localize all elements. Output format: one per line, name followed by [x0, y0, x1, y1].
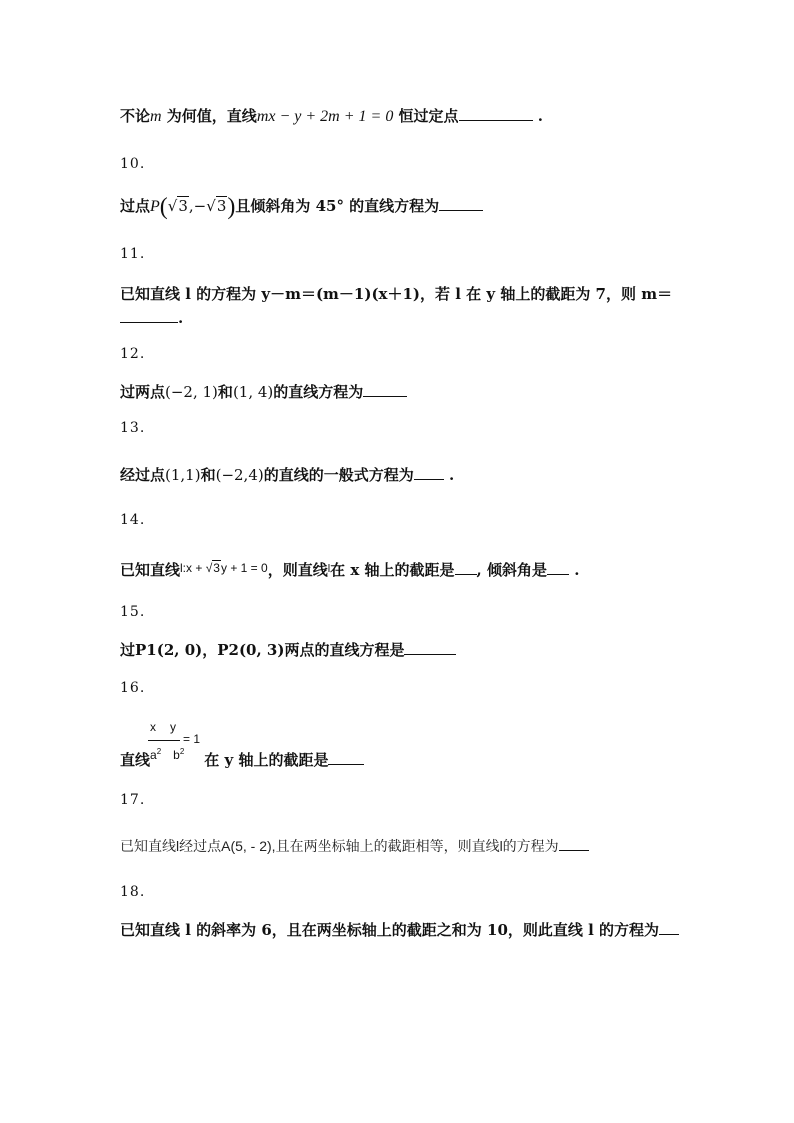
question-number-11: 11. — [120, 246, 146, 262]
question-12 — [120, 382, 407, 402]
question-14 — [120, 558, 579, 580]
q11-answer-blank — [120, 308, 178, 323]
q9-end: . — [532, 107, 543, 125]
q10-text-post: 且倾斜角为 45° 的直线方程为 — [235, 197, 440, 215]
q15-answer-blank — [404, 640, 456, 655]
q16-denom-b — [173, 748, 184, 762]
q16-frac-b: b — [173, 748, 180, 762]
q13-point-2: (−2,4) — [215, 466, 264, 484]
q14-text-mid: ，则直线 — [267, 561, 328, 579]
q18-text: 已知直线 l 的斜率为 6，且在两坐标轴上的截距之和为 10，则此直线 l 的方程为 — [120, 921, 660, 939]
question-9 — [120, 106, 543, 127]
question-number-14: 14. — [120, 512, 146, 528]
q16-sup-a: 2 — [156, 747, 162, 756]
q16-frac-bar — [148, 740, 180, 741]
q14-eq-b: y + 1 = 0 — [220, 561, 268, 575]
question-18 — [120, 920, 679, 940]
q13-text-pre: 经过点 — [120, 466, 166, 484]
q13-end: . — [443, 466, 455, 484]
q18-answer-blank — [659, 920, 679, 935]
q16-denom-a — [150, 748, 161, 762]
q16-sup-b: 2 — [179, 747, 185, 756]
q13-answer-blank — [414, 465, 444, 480]
question-13 — [120, 465, 454, 485]
q10-text-pre: 过点 — [120, 197, 151, 215]
question-16 — [120, 748, 364, 771]
q16-frac-y: y — [170, 720, 176, 734]
q16-text-pre: 直线 — [120, 751, 151, 769]
q16-text-post: 在 y 轴上的截距是 — [204, 751, 329, 769]
question-11 — [120, 284, 672, 304]
question-10 — [120, 194, 483, 220]
question-number-18: 18. — [120, 884, 146, 900]
question-number-17: 17. — [120, 792, 146, 808]
q17-answer-blank — [559, 837, 589, 851]
question-11-line2 — [120, 308, 183, 328]
q16-frac-a: a — [150, 748, 157, 762]
q9-equation: mx − y + 2m + 1 = 0 — [256, 108, 394, 125]
question-17 — [120, 836, 589, 856]
q13-point-1: (1,1) — [165, 466, 201, 484]
question-number-15: 15. — [120, 604, 146, 620]
q14-line-l: l — [327, 563, 331, 575]
q12-point-1: (−2, 1) — [165, 383, 218, 401]
q10-coord-b: 3 — [216, 197, 227, 215]
q9-var: m — [150, 108, 162, 125]
q15-text: 过P1(2, 0)，P2(0, 3)两点的直线方程是 — [120, 641, 405, 659]
q9-answer-blank — [459, 106, 533, 121]
q13-text-post: 的直线的一般式方程为 — [263, 466, 414, 484]
question-number-12: 12. — [120, 346, 146, 362]
q10-coord-sep: ,− — [188, 197, 207, 215]
q10-point: P — [150, 198, 160, 215]
q10-right-paren: ) — [227, 194, 236, 220]
q12-text-pre: 过两点 — [120, 383, 166, 401]
q10-sqrt-icon-2: √ — [206, 197, 216, 215]
q14-sqrt-icon: √ — [205, 561, 213, 575]
q10-sqrt-icon: √ — [167, 197, 178, 215]
q13-text-mid: 和 — [200, 466, 216, 484]
q12-text-mid: 和 — [217, 383, 233, 401]
question-number-16: 16. — [120, 680, 146, 696]
q14-text-mid2: , 倾斜角是 — [476, 561, 547, 579]
question-15 — [120, 640, 456, 660]
q11-text: 已知直线 l 的方程为 y－m＝(m－1)(x＋1)，若 l 在 y 轴上的截距为 7，则 m＝ — [120, 285, 673, 303]
q14-answer-blank-1 — [455, 560, 477, 575]
question-number-13: 13. — [120, 420, 146, 436]
q14-end: . — [569, 561, 580, 579]
q10-coord-a: 3 — [178, 197, 188, 215]
q17-text: 已知直线l经过点A(5, - 2),且在两坐标轴上的截距相等，则直线l的方程为 — [120, 838, 559, 854]
question-number-10: 10. — [120, 156, 146, 172]
q14-answer-blank-2 — [547, 560, 569, 575]
q16-answer-blank — [328, 750, 364, 765]
q12-text-post: 的直线方程为 — [273, 383, 364, 401]
q9-text-mid: 为何值，直线 — [161, 107, 257, 125]
q14-eq-a: l:x + — [180, 561, 206, 575]
q12-answer-blank — [363, 382, 407, 397]
q11-end: . — [178, 309, 184, 327]
q14-text-post: 在 x 轴上的截距是 — [330, 561, 455, 579]
q16-frac-eq: = 1 — [183, 732, 201, 746]
q10-answer-blank — [439, 196, 483, 211]
q14-eq-root: 3 — [213, 561, 220, 575]
q12-point-2: (1, 4) — [232, 383, 274, 401]
q14-text-pre: 已知直线 — [120, 561, 181, 579]
q9-text-pre: 不论 — [120, 107, 151, 125]
q10-left-paren: ( — [159, 194, 168, 220]
q16-frac-x: x — [150, 720, 156, 734]
q9-text-post: 恒过定点 — [393, 107, 459, 125]
